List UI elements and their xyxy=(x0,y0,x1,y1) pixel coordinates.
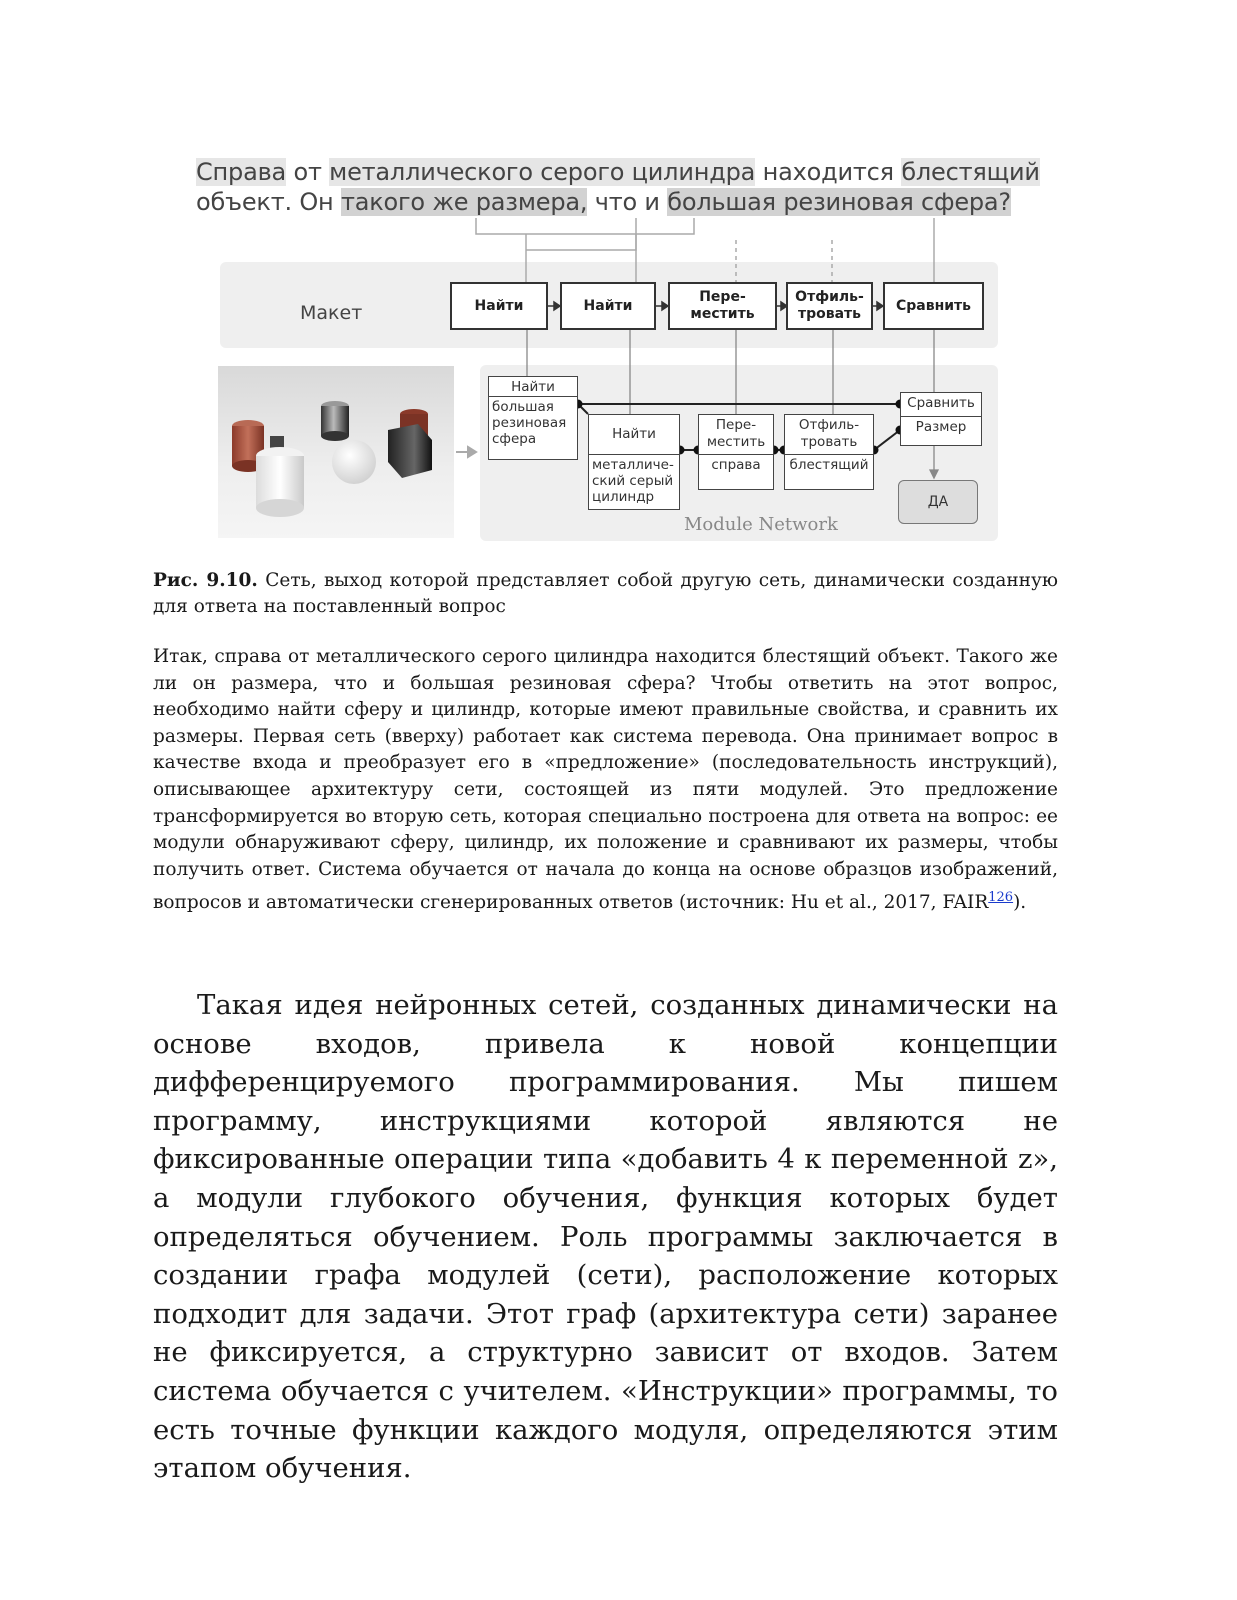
net-module-filter xyxy=(784,414,874,490)
question-segment: металлического серого цилиндра xyxy=(329,158,756,186)
net-module-find-cylinder xyxy=(588,414,680,510)
net-module-head: Сравнить xyxy=(901,393,981,417)
question-segment: от xyxy=(286,158,330,186)
layout-module-filter: Отфиль- тровать xyxy=(786,282,873,330)
question-segment: блестящий xyxy=(901,158,1040,186)
caption-text: Сеть, выход которой представляет собой другую сеть, динамически созданную для ответа на поставленный вопрос xyxy=(153,570,1058,617)
question-segment: объект. Он xyxy=(196,188,341,216)
caption-label: Рис. 9.10. xyxy=(153,570,258,591)
figure-caption xyxy=(153,568,1058,620)
net-module-head: Пере- местить xyxy=(699,415,773,455)
net-module-compare xyxy=(900,392,982,446)
note-tail: ). xyxy=(1013,892,1027,914)
body-paragraph: Такая идея нейронных сетей, созданных динамически на основе входов, привела к новой концепции дифференцируемого программирования. Мы пишем программу, инструкциями которой являются не фиксированные операции типа «добавить 4 к переменной z», а модули глубокого обучения, функция которых будет определяться обучением. Роль программы заключается в создании графа модулей (сети), расположение которых подходит для задачи. Этот граф (архитектура сети) заранее не фиксируется, а структурно зависит от входов. Затем система обучается с учителем. «Инструкции» программы, то есть точные функции каждого модуля, определяются этим этапом обучения. xyxy=(153,989,1058,1485)
question-segment: большая резиновая сфера? xyxy=(667,188,1011,216)
layout-label: Макет xyxy=(300,302,363,324)
net-module-head: Найти xyxy=(589,415,679,455)
net-module-move xyxy=(698,414,774,490)
net-module-body: металличе- ский серый цилиндр xyxy=(592,457,674,505)
question-segment: что и xyxy=(587,188,668,216)
figure-note xyxy=(153,644,1058,917)
footnote-link[interactable]: 126 xyxy=(988,890,1014,906)
net-module-body: Размер xyxy=(915,419,967,435)
layout-module-find-1: Найти xyxy=(450,282,548,330)
net-module-head: Отфиль- тровать xyxy=(785,415,873,455)
layout-module-compare: Сравнить xyxy=(883,282,984,330)
answer-box: ДА xyxy=(898,480,978,524)
net-module-find-sphere xyxy=(488,376,578,460)
scene-image xyxy=(218,366,454,538)
question-segment: находится xyxy=(755,158,902,186)
scene-objects xyxy=(218,366,454,538)
figure-diagram xyxy=(196,150,1040,545)
net-module-body: блестящий xyxy=(789,457,869,473)
net-module-body: справа xyxy=(711,457,761,473)
net-module-head: Найти xyxy=(489,377,577,397)
question-segment: такого же размера, xyxy=(340,188,588,216)
layout-module-find-2: Найти xyxy=(560,282,656,330)
note-text: Итак, справа от металлического серого цилиндра находится блестящий объект. Такого же ли он размера, что и большая резиновая сфера? Чтобы ответить на этот вопрос, необходимо найти сферу и цилиндр, которые имеют правильные свойства, и сравнить их размеры. Первая сеть (вверху) работает как система перевода. Она принимает вопрос в качестве входа и преобразует его в «предложение» (последовательность инструкций), описывающее архитектуру сети, состоящей из пяти модулей. Это предложение трансформируется во вторую сеть, которая специально построена для ответа на вопрос: ее модули обнаруживают сферу, цилиндр, их положение и сравнивают их размеры, чтобы получить ответ. Система обучается от начала до конца на основе образцов изображений, вопросов и автоматически сгенерированных ответов (источник: Hu et al., 2017, FAIR xyxy=(153,646,1058,914)
module-network-label: Module Network xyxy=(684,514,838,535)
net-module-body: большая резиновая сфера xyxy=(492,399,567,447)
layout-module-move: Пере- местить xyxy=(668,282,777,330)
question-segment: Справа xyxy=(196,158,287,186)
